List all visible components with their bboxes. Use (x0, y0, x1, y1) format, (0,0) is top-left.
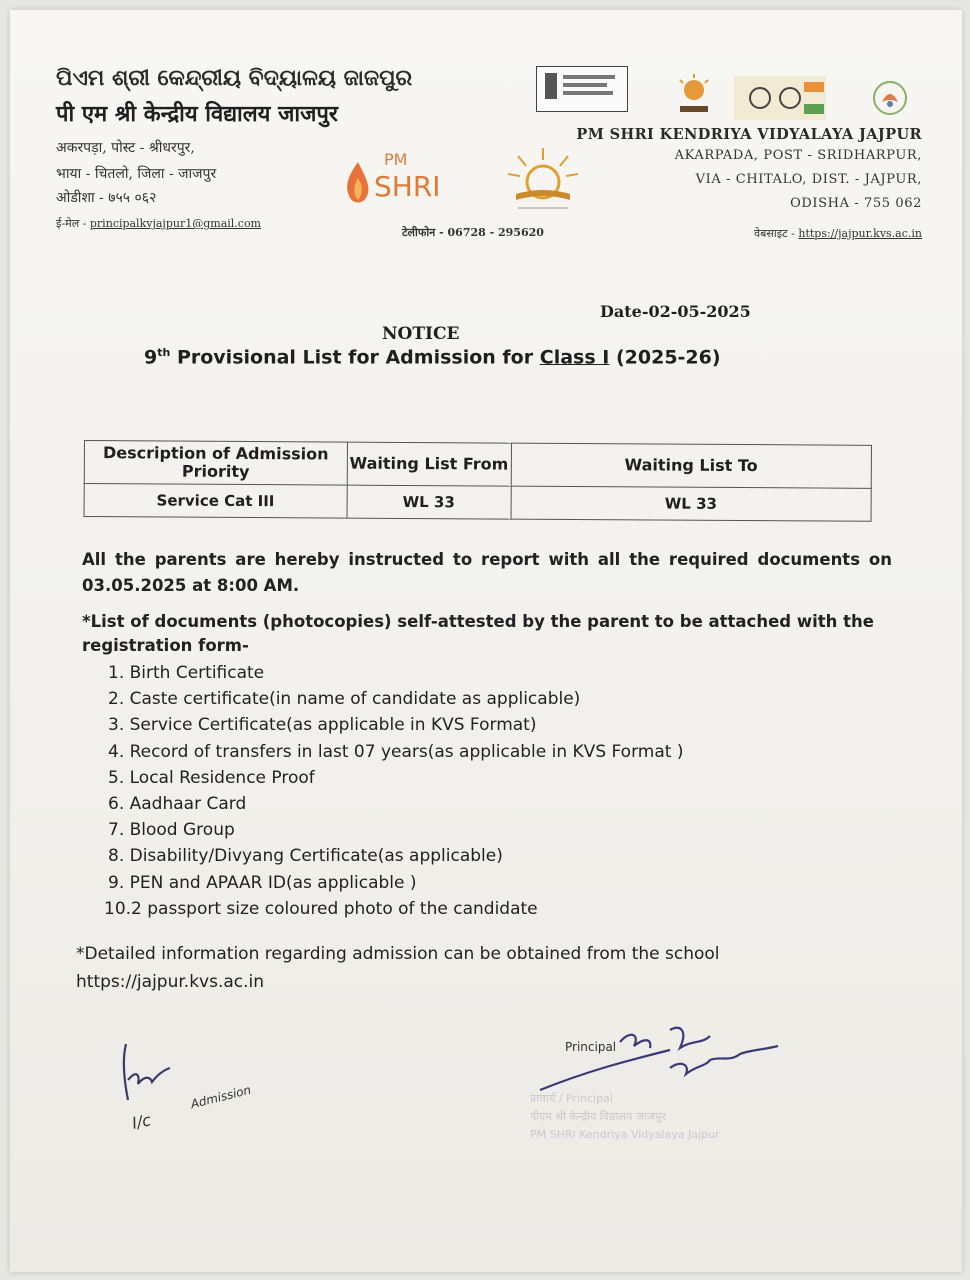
list-item: 4. Record of transfers in last 07 years(as applicable in KVS Format ) (108, 741, 684, 762)
detail-info-line: *Detailed information regarding admission can be obtained from the school (76, 944, 720, 964)
instruction-line-1: All the parents are hereby instructed to report with all the required documents on (82, 550, 892, 569)
pm-shri-logo-bottom: SHRI (374, 170, 441, 203)
website-url: https://jajpur.kvs.ac.in (798, 227, 922, 240)
phone-number: टेलीफोन - 06728 - 295620 (402, 226, 544, 239)
list-item: 6. Aadhaar Card (108, 793, 247, 814)
incharge-label: I/c (130, 1110, 153, 1133)
hindi-address-line-2: भाया - चितलो, जिला - जाजपुर (56, 166, 217, 182)
list-item: 1. Birth Certificate (108, 663, 265, 683)
table-row (84, 484, 871, 522)
notice-heading: NOTICE (382, 324, 460, 344)
principal-label: Principal (565, 1040, 617, 1054)
documents-list (104, 660, 684, 922)
header-waiting-from: Waiting List From (347, 442, 511, 486)
g20-lotus-icon (870, 78, 910, 118)
english-address-line-1: AKARPADA, POST - SRIDHARPUR, (674, 148, 922, 163)
documents-intro-line-1: *List of documents (photocopies) self-attested by the parent to be attached with the (82, 612, 874, 631)
detail-info-url: https://jajpur.kvs.ac.in (76, 972, 265, 992)
instruction-line-2: 03.05.2025 at 8:00 AM. (82, 576, 300, 595)
header-priority: Description of Admission Priority (84, 441, 347, 486)
kv-emblem-icon (498, 142, 588, 214)
title-text: Provisional List for Admission for (176, 346, 534, 369)
notice-date: Date-02-05-2025 (600, 302, 751, 321)
header-waiting-to: Waiting List To (511, 443, 872, 488)
english-address-line-3: ODISHA - 755 062 (790, 196, 922, 211)
list-item: 8. Disability/Divyang Certificate(as applicable) (108, 846, 503, 867)
admission-label: Admission (189, 1082, 253, 1112)
notice-page (10, 10, 962, 1272)
flame-icon (338, 158, 378, 208)
title-class: Class I (539, 346, 610, 369)
ordinal-suffix: th (157, 346, 171, 359)
principal-stamp (530, 1090, 790, 1180)
national-emblem-icon (537, 67, 623, 107)
cell-waiting-from: WL 33 (347, 485, 511, 519)
list-item: 9. PEN and APAAR ID(as applicable ) (108, 872, 417, 893)
cell-priority: Service Cat III (84, 484, 347, 519)
list-item: 5. Local Residence Proof (108, 767, 315, 788)
ministry-logo (536, 66, 628, 112)
stamp-line-1: प्राचार्य / Principal (530, 1092, 613, 1105)
school-name-hindi: पी एम श्री केन्द्रीय विद्यालय जाजपुर (56, 101, 338, 127)
azadi-amrit-icon (734, 76, 826, 120)
documents-intro-line-2: registration form- (82, 636, 249, 655)
kvs-sun-icon (674, 72, 714, 118)
notice-title (144, 346, 721, 368)
pm-shri-logo (338, 150, 458, 212)
list-item: 7. Blood Group (108, 820, 235, 841)
waiting-list-table (84, 440, 872, 522)
hindi-address-line-1: अकरपड़ा, पोस्ट - श्रीधरपुर, (56, 140, 195, 156)
principal-signature-icon (530, 1020, 790, 1100)
ordinal-number: 9 (144, 346, 158, 369)
pm-shri-logo-top: PM (384, 150, 408, 169)
email-address: principalkvjajpur1@gmail.com (89, 217, 261, 230)
website-label: वेबसाइट - (754, 227, 795, 240)
email-line (56, 216, 261, 231)
cell-waiting-to: WL 33 (511, 486, 872, 521)
school-name-english: PM SHRI KENDRIYA VIDYALAYA JAJPUR (576, 126, 922, 143)
title-year: (2025-26) (615, 346, 721, 369)
english-address-line-2: VIA - CHITALO, DIST. - JAJPUR, (695, 172, 922, 187)
hindi-address-line-3: ओडीशा - ७५५ ०६२ (56, 190, 157, 206)
list-item: 10.2 passport size coloured photo of the candidate (104, 898, 538, 919)
list-item: 3. Service Certificate(as applicable in KVS Format) (108, 715, 537, 736)
school-name-odia: ପିଏମ ଶ୍ରୀ କେନ୍ଦ୍ରୀୟ ବିଦ୍ୟାଳୟ ଜାଜପୁର (56, 66, 413, 91)
email-label: ई-मेल - (56, 217, 87, 230)
stamp-line-2: पीएम श्री केन्द्रीय विद्यालय जाजपुर (530, 1110, 666, 1123)
table-header-row (84, 441, 871, 489)
list-item: 2. Caste certificate(in name of candidate as applicable) (108, 689, 581, 710)
stamp-line-3: PM SHRI Kendriya Vidyalaya Jajpur (530, 1128, 720, 1141)
website-line (754, 226, 922, 241)
admission-incharge-signature-icon (110, 1040, 190, 1110)
